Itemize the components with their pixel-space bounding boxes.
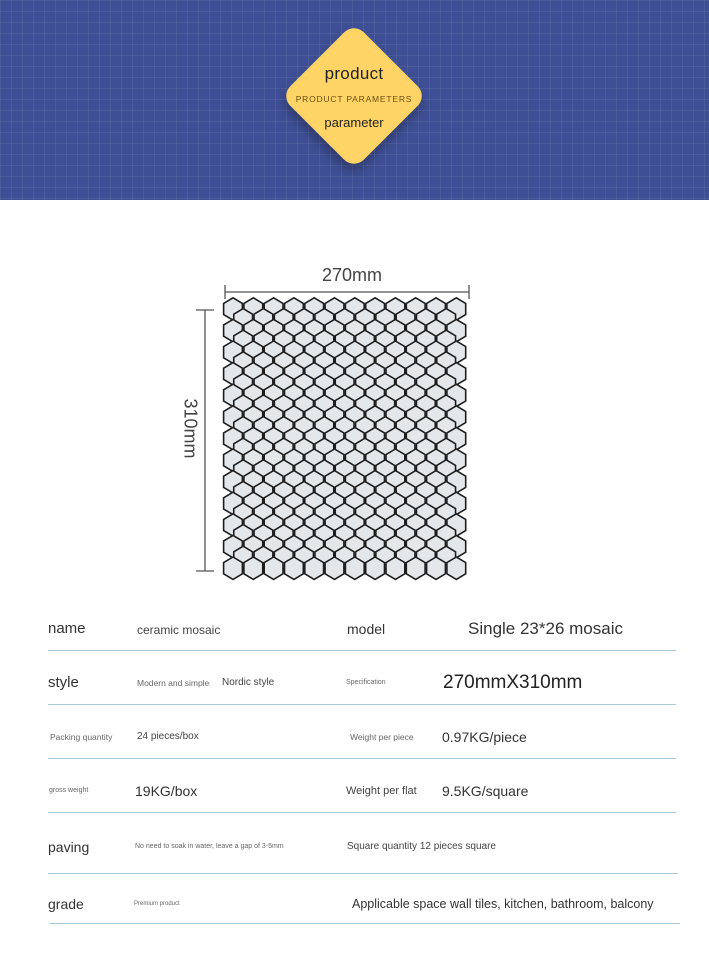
badge-text <box>284 42 424 130</box>
paving-label: paving <box>48 839 90 855</box>
product-diagram <box>0 200 709 600</box>
packing-label: Packing quantity <box>50 732 113 742</box>
spec-row-paving <box>0 813 709 867</box>
mosaic-tile <box>406 557 425 579</box>
square-quantity: Square quantity 12 pieces square <box>347 841 496 852</box>
badge-footer: parameter <box>324 115 384 130</box>
weight-flat-label: Weight per flat <box>346 785 417 797</box>
style-label: style <box>48 674 79 691</box>
mosaic-tile <box>224 557 243 579</box>
specification-label: Specification <box>346 679 386 686</box>
weight-piece-label: Weight per piece <box>350 732 414 742</box>
style-value-1: Modern and simple <box>137 678 210 688</box>
grade-label: grade <box>48 896 84 912</box>
spec-row-packing <box>0 705 709 759</box>
model-value: Single 23*26 mosaic <box>468 619 623 638</box>
height-label: 310mm <box>180 398 201 459</box>
gross-weight-value: 19KG/box <box>135 783 198 799</box>
header-banner <box>0 0 709 200</box>
spec-row-grade <box>0 874 709 928</box>
mosaic-tile <box>386 557 405 579</box>
weight-piece-value: 0.97KG/piece <box>442 729 527 745</box>
specification-value: 270mmX310mm <box>443 672 583 693</box>
packing-value: 24 pieces/box <box>137 731 199 742</box>
width-label: 270mm <box>322 265 383 285</box>
application-text: Applicable space wall tiles, kitchen, bathroom, balcony <box>352 897 654 911</box>
gross-weight-label: gross weight <box>49 787 89 794</box>
mosaic-tile <box>366 557 385 579</box>
model-label: model <box>347 621 386 637</box>
name-label: name <box>48 620 86 637</box>
row-divider <box>50 923 680 924</box>
name-value: ceramic mosaic <box>137 623 221 637</box>
mosaic-sheet-image <box>0 200 709 600</box>
mosaic-tile <box>264 557 283 579</box>
mosaic-tile <box>285 557 304 579</box>
style-value-2: Nordic style <box>222 677 275 688</box>
spec-row-name <box>0 597 709 651</box>
spec-row-style <box>0 651 709 705</box>
mosaic-tile <box>325 557 344 579</box>
badge-subtitle: PRODUCT PARAMETERS <box>295 94 413 104</box>
mosaic-tile <box>427 557 446 579</box>
weight-flat-value: 9.5KG/square <box>442 783 529 799</box>
badge-title: product <box>324 64 384 83</box>
spec-row-gross <box>0 759 709 813</box>
mosaic-tile <box>447 557 466 579</box>
mosaic-tile <box>345 557 364 579</box>
mosaic-tile <box>244 557 263 579</box>
mosaic-tile <box>305 557 324 579</box>
grade-value: Premium product <box>134 901 180 907</box>
paving-value: No need to soak in water, leave a gap of 3-5mm <box>135 843 284 850</box>
